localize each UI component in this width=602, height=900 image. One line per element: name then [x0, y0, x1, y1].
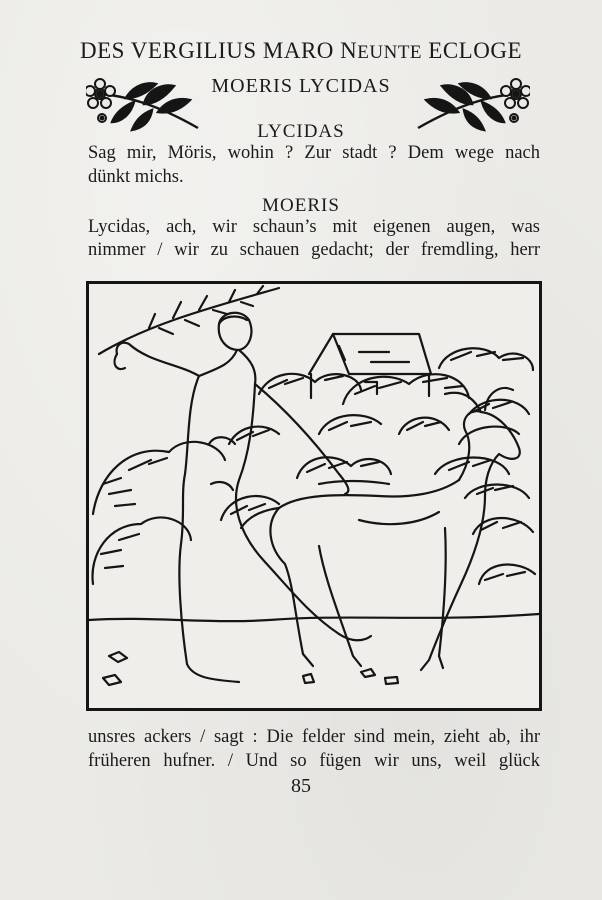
page-title — [0, 38, 602, 64]
speaker-lycidas: LYCIDAS — [257, 121, 345, 142]
title-small-caps: EUNTE — [357, 42, 423, 63]
speaker-moeris: MOERIS — [262, 195, 340, 216]
verse-line: Sag mir, Möris, wohin ? Zur stadt ? Dem wege nach — [88, 143, 540, 163]
page-number: 85 — [291, 775, 311, 797]
woodcut-drawing — [89, 284, 539, 708]
subtitle: MOERIS LYCIDAS — [211, 75, 391, 97]
verse-line: Lycidas, ach, wir schaun’s mit eigenen augen, was — [88, 217, 540, 237]
woodcut-illustration — [86, 281, 542, 711]
verse-line: früheren hufner. / Und so fügen wir uns, weil glück — [88, 751, 540, 771]
title-main: DES VERGILIUS MARO N — [79, 38, 358, 63]
title-end: ECLOGE — [422, 38, 523, 63]
verse-line: dünkt michs. — [88, 167, 184, 187]
verse-line: nimmer / wir zu schauen gedacht; der fremdling, herr — [88, 240, 540, 260]
verse-line: unsres ackers / sagt : Die felder sind mein, zieht ab, ihr — [88, 727, 540, 747]
